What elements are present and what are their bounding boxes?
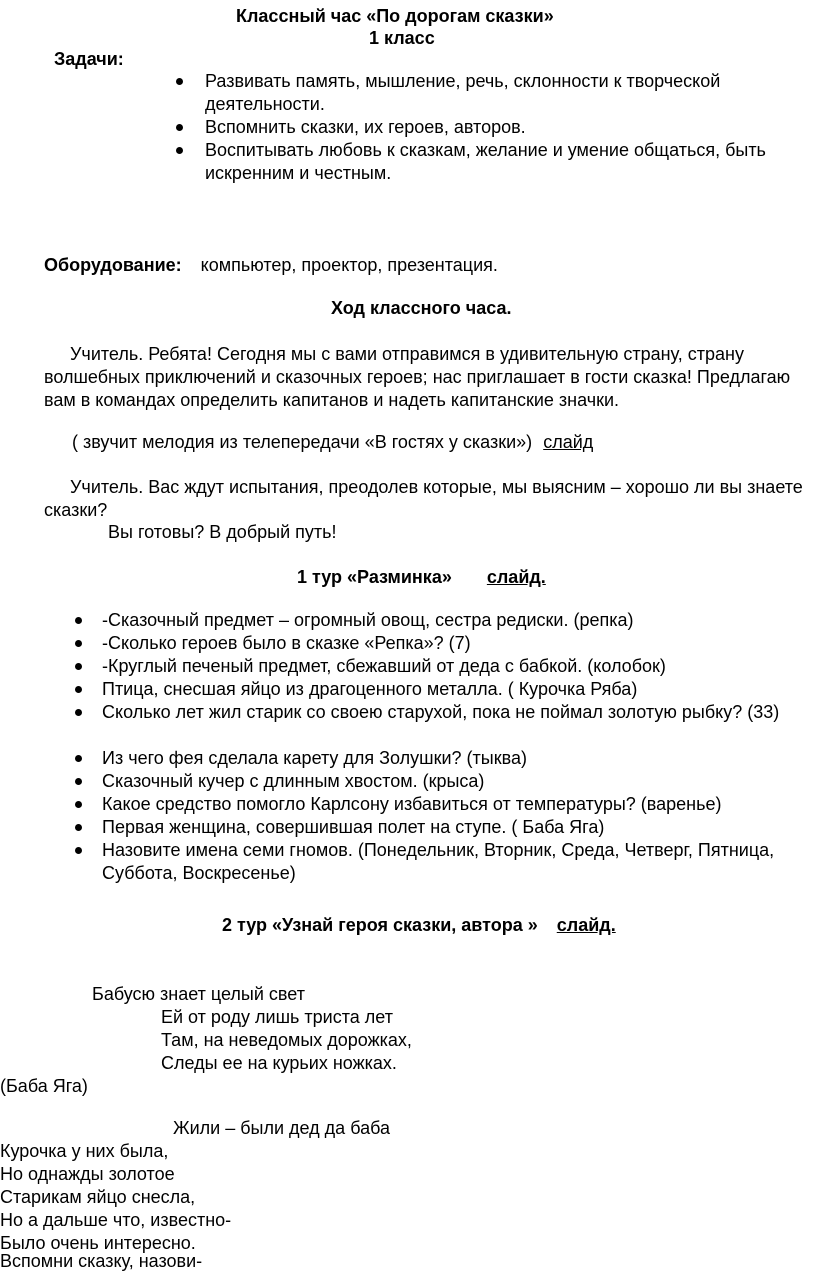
riddle1-line4: Следы ее на курьих ножках. — [161, 1053, 397, 1073]
round1-heading: 1 тур «Разминка» — [297, 567, 452, 587]
riddle2-line7: Вспомни сказку, назови- — [0, 1251, 203, 1271]
bullet-icon — [75, 640, 82, 647]
question-text: -Сказочный предмет – огромный овощ, сестра редиски. (репка) — [102, 610, 634, 630]
round2-slide-link[interactable]: слайд. — [556, 915, 616, 935]
task-text: Вспомнить сказки, их героев, авторов. — [205, 117, 526, 137]
riddle1-line2: Ей от роду лишь триста лет — [161, 1007, 393, 1027]
list-item — [102, 793, 802, 816]
question-text: Какое средство помогло Карлсону избавиться от температуры? (варенье) — [102, 794, 722, 814]
list-item — [102, 839, 802, 885]
question-text: -Круглый печеный предмет, сбежавший от деда с бабкой. (колобок) — [102, 656, 666, 676]
music-line — [72, 431, 593, 454]
equipment-label: Оборудование: — [44, 255, 182, 275]
list-item — [102, 609, 802, 632]
riddle2-line5: Но а дальше что, известно- — [0, 1210, 232, 1230]
page-title: Классный час «По дорогам сказки» — [236, 6, 554, 26]
grade-label: 1 класс — [369, 28, 435, 48]
round2-heading-line — [222, 914, 616, 937]
list-item — [102, 678, 802, 701]
bullet-icon — [75, 709, 82, 716]
bullet-icon — [75, 617, 82, 624]
riddle2-line6: Было очень интересно. — [0, 1233, 196, 1253]
round1-questions — [102, 609, 802, 885]
question-text: Птица, снесшая яйцо из драгоценного металла. ( Курочка Ряба) — [102, 679, 638, 699]
bullet-icon — [176, 124, 183, 131]
list-item — [102, 747, 802, 770]
list-item — [205, 70, 805, 116]
riddle2-line4: Старикам яйцо снесла, — [0, 1187, 196, 1207]
task-text: Развивать память, мышление, речь, склонности к творческой деятельности. — [205, 71, 721, 114]
question-text: Сказочный кучер с длинным хвостом. (крыса) — [102, 771, 485, 791]
riddle2-line2: Курочка у них была, — [0, 1141, 169, 1161]
round1-slide-link[interactable]: слайд. — [486, 567, 546, 587]
bullet-icon — [75, 824, 82, 831]
question-text: -Сколько героев было в сказке «Репка»? (7) — [102, 633, 471, 653]
list-item — [205, 116, 805, 139]
list-item — [205, 139, 805, 185]
riddle1-line1: Бабусю знает целый свет — [92, 984, 305, 1004]
riddle1-answer: (Баба Яга) — [0, 1076, 88, 1096]
task-text: Воспитывать любовь к сказкам, желание и умение общаться, быть искренним и честным. — [205, 140, 766, 183]
riddle2-line1: Жили – были дед да баба — [173, 1118, 391, 1138]
bullet-icon — [75, 663, 82, 670]
round2-heading: 2 тур «Узнай героя сказки, автора » — [222, 915, 538, 935]
riddle2-line3: Но однажды золотое — [0, 1164, 175, 1184]
list-item — [102, 816, 802, 839]
bullet-icon — [75, 847, 82, 854]
equipment-line — [44, 254, 498, 277]
list-item — [102, 632, 802, 655]
bullet-icon — [75, 778, 82, 785]
riddle1-line3: Там, на неведомых дорожках, — [161, 1030, 412, 1050]
list-item — [102, 655, 802, 678]
bullet-icon — [176, 147, 183, 154]
bullet-icon — [176, 78, 183, 85]
slide-link[interactable]: слайд — [543, 432, 594, 452]
music-text: ( звучит мелодия из телепередачи «В гостях у сказки») — [72, 432, 533, 452]
list-item — [102, 701, 802, 747]
tasks-label: Задачи: — [54, 49, 124, 69]
question-text: Сколько лет жил старик со своею старухой, пока не поймал золотую рыбку? (33) — [102, 702, 780, 722]
bullet-icon — [75, 686, 82, 693]
tasks-list — [205, 70, 805, 185]
question-text: Назовите имена семи гномов. (Понедельник, Вторник, Среда, Четверг, Пятница, Суббота, Воскресенье) — [102, 840, 775, 883]
bullet-icon — [75, 755, 82, 762]
round1-heading-line — [297, 566, 546, 589]
bullet-icon — [75, 801, 82, 808]
course-heading: Ход классного часа. — [331, 298, 512, 318]
question-text: Из чего фея сделала карету для Золушки? (тыква) — [102, 748, 527, 768]
equipment-text: компьютер, проектор, презентация. — [200, 255, 498, 275]
intro-ready: Вы готовы? В добрый путь! — [108, 522, 337, 542]
question-text: Первая женщина, совершившая полет на ступе. ( Баба Яга) — [102, 817, 605, 837]
list-item — [102, 770, 802, 793]
intro-paragraph: Учитель. Ребята! Сегодня мы с вами отправимся в удивительную страну, страну волшебных приключений и сказочных героев; нас приглашает в гости сказка! Предлагаю вам в командах определить капитанов и надеть капитанские значки. — [44, 344, 791, 410]
intro-paragraph-2: Учитель. Вас ждут испытания, преодолев которые, мы выясним – хорошо ли вы знаете сказки? — [44, 477, 803, 520]
